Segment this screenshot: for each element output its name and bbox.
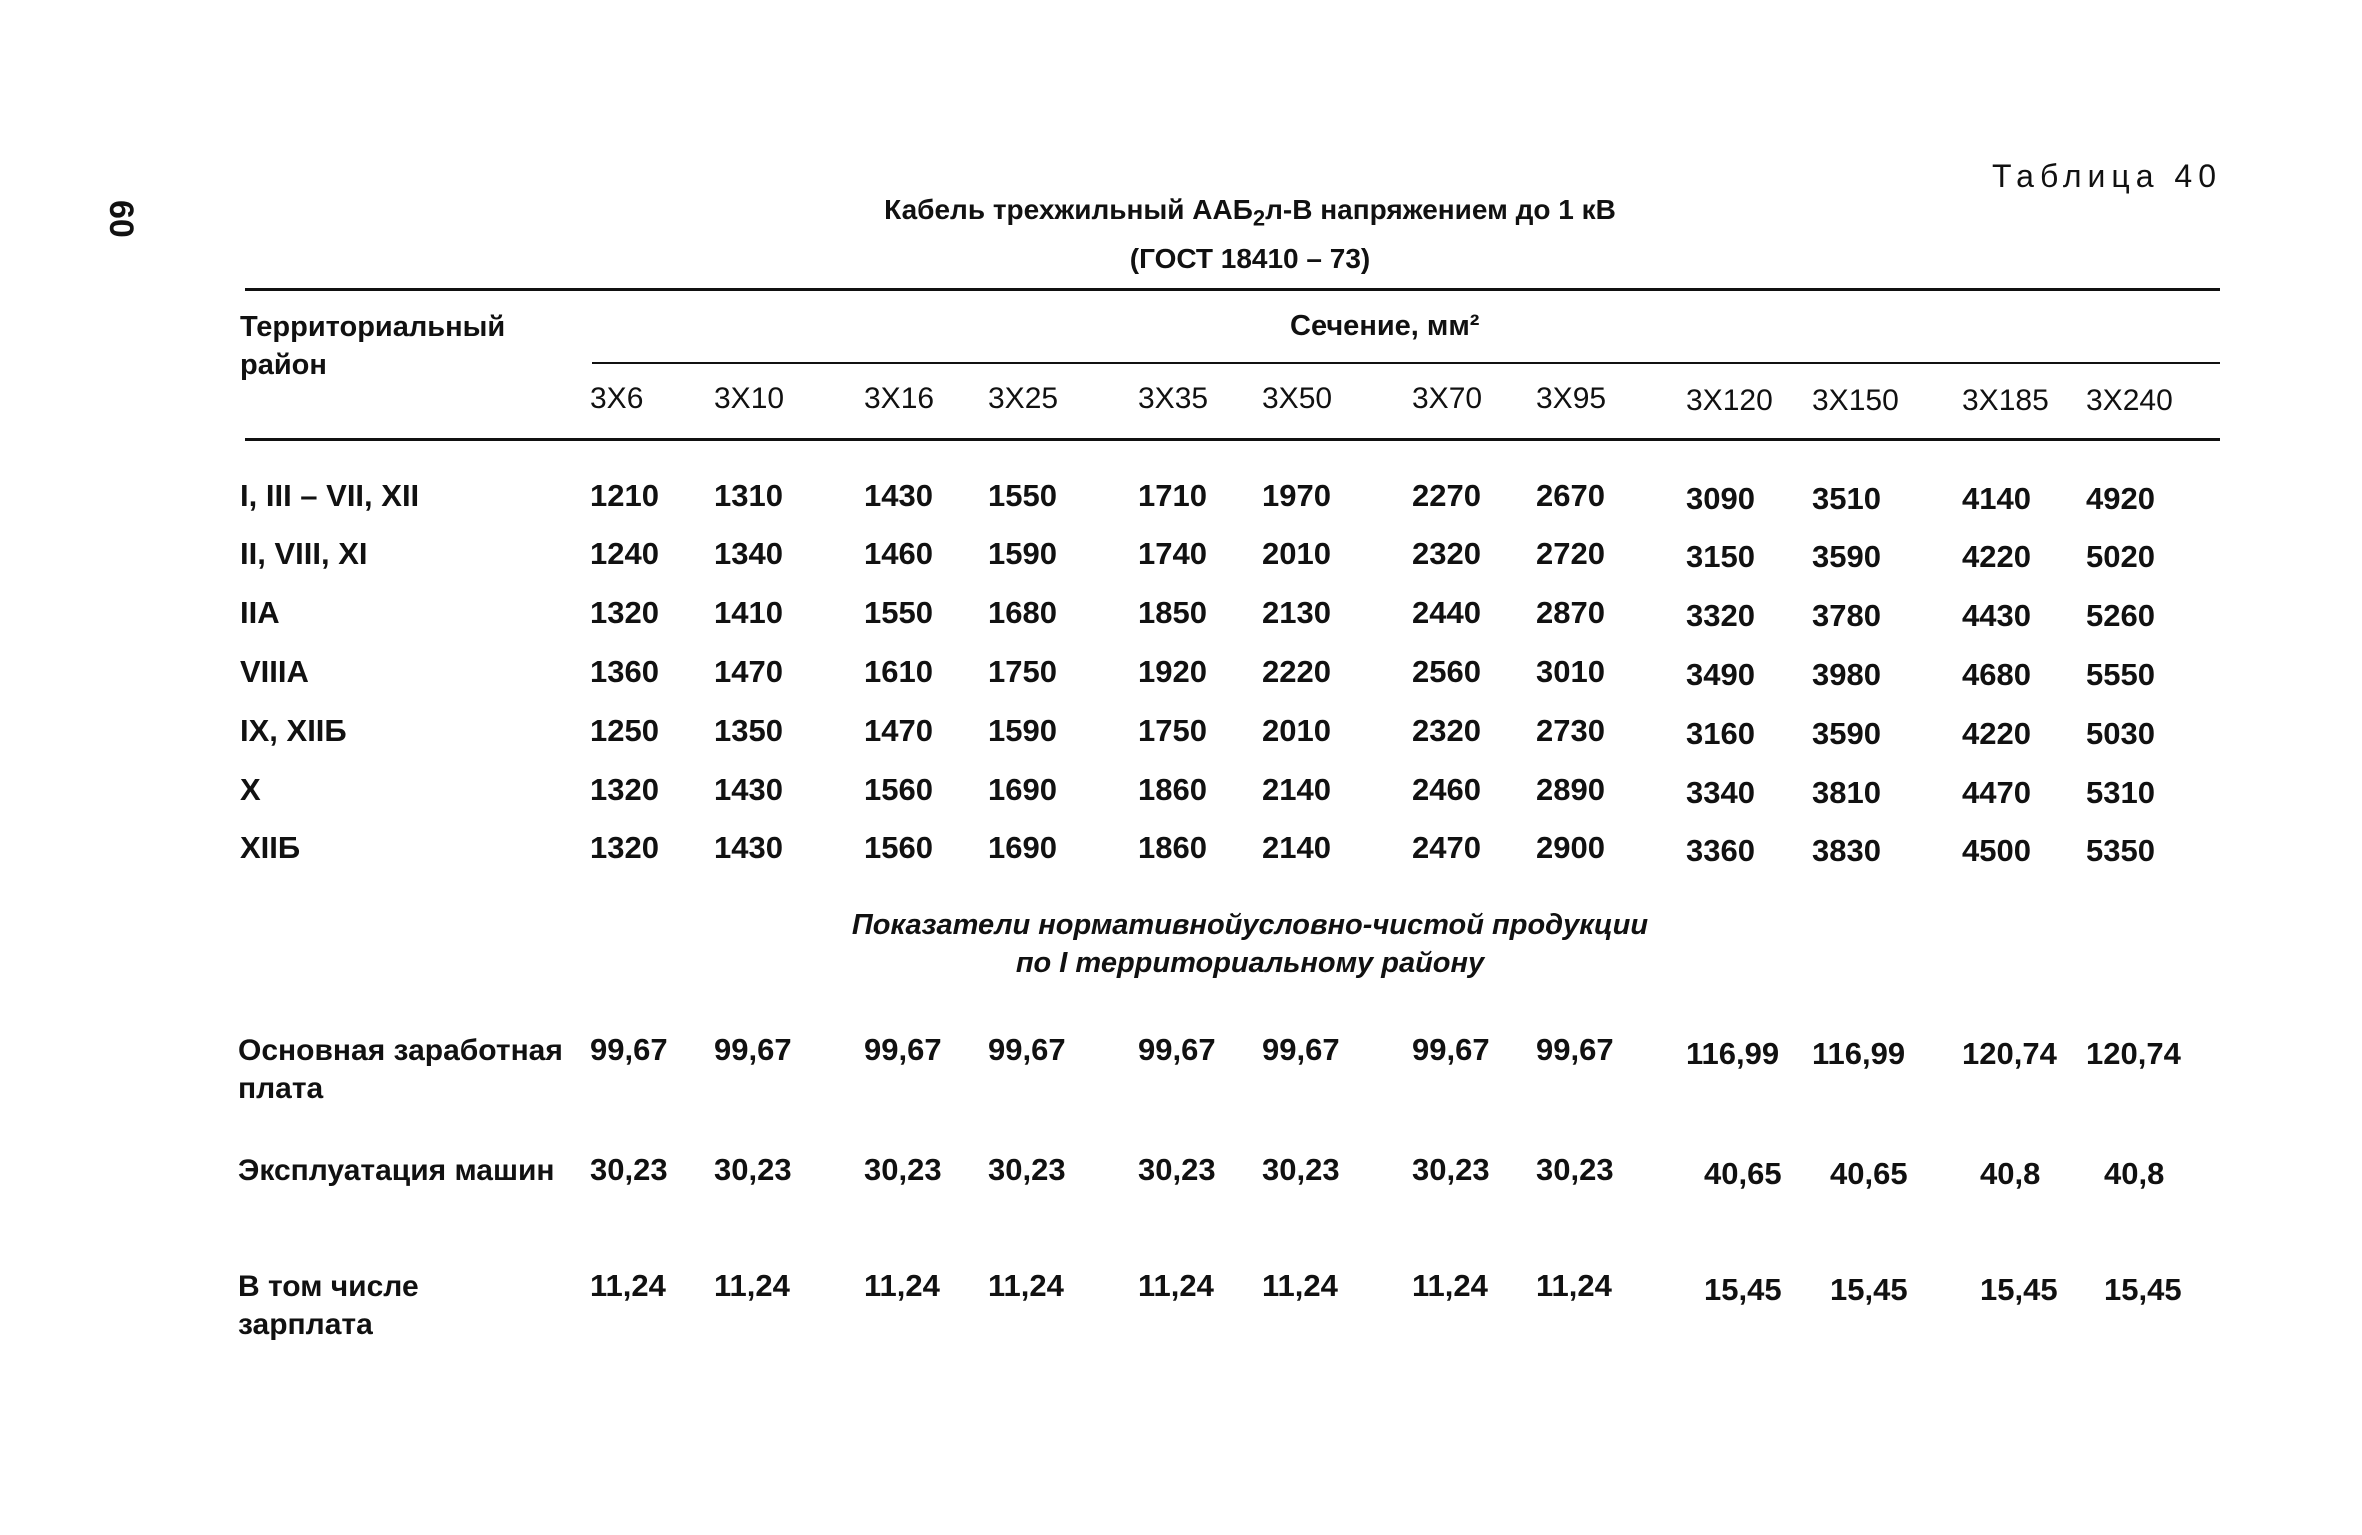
table-cell: 2130 (1262, 595, 1331, 630)
indicator-cell: 99,67 (590, 1032, 668, 1067)
table-cell: 2010 (1262, 536, 1331, 571)
table-cell: 1340 (714, 536, 783, 571)
table-cell: 5550 (2086, 657, 2155, 692)
table-cell: 2890 (1536, 772, 1605, 807)
table-cell: 3090 (1686, 481, 1755, 516)
table-cell: 1460 (864, 536, 933, 571)
indicator-cell: 11,24 (714, 1268, 790, 1303)
indicator-cell: 15,45 (1704, 1272, 1782, 1307)
table-cell: 1350 (714, 713, 783, 748)
column-header: 3Х150 (1812, 384, 1899, 417)
table-cell: 4470 (1962, 775, 2031, 810)
table-cell: 1210 (590, 478, 659, 513)
column-header: 3Х240 (2086, 384, 2173, 417)
table-cell: 3490 (1686, 657, 1755, 692)
table-cell: 4140 (1962, 481, 2031, 516)
table-cell: 2440 (1412, 595, 1481, 630)
table-cell: 2870 (1536, 595, 1605, 630)
indicator-cell: 11,24 (1412, 1268, 1488, 1303)
column-header: 3Х16 (864, 382, 935, 415)
column-header: 3Х185 (1962, 384, 2049, 417)
table-cell: 4430 (1962, 598, 2031, 633)
indicator-cell: 116,99 (1686, 1036, 1780, 1071)
table-cell: 2140 (1262, 772, 1331, 807)
column-header: 3Х25 (988, 382, 1059, 415)
table-cell: 2900 (1536, 830, 1605, 865)
indicator-label: В том числе зарплата (238, 1270, 419, 1341)
table-cell: 1320 (590, 772, 659, 807)
table-cell: 3320 (1686, 598, 1755, 633)
indicator-cell: 99,67 (1262, 1032, 1340, 1067)
indicator-cell: 40,8 (1980, 1156, 2041, 1191)
table-cell: 1550 (864, 595, 933, 630)
table-cell: 1690 (988, 830, 1057, 865)
indicator-label: Эксплуатация машин (238, 1154, 555, 1187)
table-cell: 1970 (1262, 478, 1331, 513)
table-cell: 2470 (1412, 830, 1481, 865)
table-cell: 1430 (714, 772, 783, 807)
section-header: Сечение, мм² (1290, 310, 1480, 342)
column-header: 3Х50 (1262, 382, 1333, 415)
table-cell: 3590 (1812, 716, 1881, 751)
table-cell: 1320 (590, 595, 659, 630)
top-rule (245, 288, 2220, 291)
table-cell: 1680 (988, 595, 1057, 630)
table-cell: 1550 (988, 478, 1057, 513)
indicator-cell: 99,67 (1412, 1032, 1490, 1067)
table-cell: 3160 (1686, 716, 1755, 751)
district-cell: I, III – VII, XII (240, 478, 420, 513)
column-header: 3Х120 (1686, 384, 1773, 417)
table-cell: 1860 (1138, 772, 1207, 807)
indicator-cell: 99,67 (714, 1032, 792, 1067)
indicator-cell: 99,67 (864, 1032, 942, 1067)
column-header: 3Х6 (590, 382, 644, 415)
table-cell: 1430 (714, 830, 783, 865)
district-cell: IX, XIIБ (240, 713, 347, 748)
table-cell: 5030 (2086, 716, 2155, 751)
table-cell: 1710 (1138, 478, 1207, 513)
indicator-cell: 30,23 (864, 1152, 942, 1187)
table-cell: 1740 (1138, 536, 1207, 571)
indicator-cell: 30,23 (1536, 1152, 1614, 1187)
table-cell: 1610 (864, 654, 933, 689)
indicator-cell: 120,74 (2086, 1036, 2181, 1071)
table-cell: 4220 (1962, 539, 2031, 574)
table-cell: 2010 (1262, 713, 1331, 748)
table-cell: 2730 (1536, 713, 1605, 748)
indicator-cell: 120,74 (1962, 1036, 2057, 1071)
indicator-cell: 11,24 (864, 1268, 940, 1303)
table-cell: 3780 (1812, 598, 1881, 633)
indicator-cell: 30,23 (590, 1152, 668, 1187)
table-cell: 3150 (1686, 539, 1755, 574)
indicator-cell: 40,65 (1704, 1156, 1782, 1191)
table-cell: 4500 (1962, 833, 2031, 868)
indicator-cell: 11,24 (1262, 1268, 1338, 1303)
indicator-cell: 30,23 (714, 1152, 792, 1187)
indicator-cell: 15,45 (1980, 1272, 2058, 1307)
table-cell: 2220 (1262, 654, 1331, 689)
header-mid-rule (592, 362, 2220, 364)
table-cell: 2140 (1262, 830, 1331, 865)
table-cell: 5310 (2086, 775, 2155, 810)
indicator-cell: 11,24 (988, 1268, 1064, 1303)
indicator-cell: 116,99 (1812, 1036, 1906, 1071)
district-cell: XIIБ (240, 830, 301, 865)
table-cell: 4920 (2086, 481, 2155, 516)
table-cell: 1560 (864, 772, 933, 807)
indicator-cell: 99,67 (1536, 1032, 1614, 1067)
indicator-cell: 40,8 (2104, 1156, 2165, 1191)
table-cell: 5260 (2086, 598, 2155, 633)
indicator-cell: 11,24 (1138, 1268, 1214, 1303)
table-cell: 1240 (590, 536, 659, 571)
table-cell: 2270 (1412, 478, 1481, 513)
table-cell: 3360 (1686, 833, 1755, 868)
indicator-cell: 11,24 (590, 1268, 666, 1303)
indicator-cell: 15,45 (2104, 1272, 2182, 1307)
table-cell: 2560 (1412, 654, 1481, 689)
table-cell: 1470 (864, 713, 933, 748)
table-cell: 2670 (1536, 478, 1605, 513)
indicator-cell: 30,23 (1412, 1152, 1490, 1187)
table-cell: 5350 (2086, 833, 2155, 868)
indicators-title: Показатели нормативнойусловно-чистой продукции по I территориальному району (851, 909, 1649, 979)
table-cell: 1470 (714, 654, 783, 689)
district-cell: VIIIА (240, 654, 309, 689)
indicator-cell: 99,67 (988, 1032, 1066, 1067)
column-header: 3Х70 (1412, 382, 1483, 415)
indicator-cell: 30,23 (1138, 1152, 1216, 1187)
district-cell: IIА (240, 595, 280, 630)
indicator-cell: 30,23 (988, 1152, 1066, 1187)
table-cell: 1310 (714, 478, 783, 513)
indicator-cell: 30,23 (1262, 1152, 1340, 1187)
table-cell: 3010 (1536, 654, 1605, 689)
table-cell: 5020 (2086, 539, 2155, 574)
table-cell: 1860 (1138, 830, 1207, 865)
table-cell: 1750 (1138, 713, 1207, 748)
indicator-label: Основная заработная плата (238, 1034, 563, 1105)
table-title (600, 190, 1900, 279)
table-cell: 3810 (1812, 775, 1881, 810)
indicator-cell: 15,45 (1830, 1272, 1908, 1307)
district-cell: II, VIII, XI (240, 536, 368, 571)
table-cell: 1690 (988, 772, 1057, 807)
table-cell: 4680 (1962, 657, 2031, 692)
table-cell: 3980 (1812, 657, 1881, 692)
district-header: Территориальный район (240, 311, 506, 381)
table-cell: 1750 (988, 654, 1057, 689)
table-cell: 1430 (864, 478, 933, 513)
table-cell: 2320 (1412, 713, 1481, 748)
table-cell: 1410 (714, 595, 783, 630)
table-cell: 1590 (988, 536, 1057, 571)
table-cell: 1360 (590, 654, 659, 689)
column-header: 3Х35 (1138, 382, 1209, 415)
column-header: 3Х10 (714, 382, 785, 415)
table-cell: 3590 (1812, 539, 1881, 574)
table-cell: 2460 (1412, 772, 1481, 807)
table-cell: 2720 (1536, 536, 1605, 571)
header-bottom-rule (245, 438, 2220, 441)
table-cell: 4220 (1962, 716, 2031, 751)
table-cell: 3510 (1812, 481, 1881, 516)
title-line-2: (ГОСТ 18410 – 73) (1129, 242, 1371, 274)
indicator-cell: 99,67 (1138, 1032, 1216, 1067)
title-line-1: Кабель трехжильный $ААБ_2л-В$ напряжением до 1 кВ (884, 194, 1616, 231)
table-cell: 1590 (988, 713, 1057, 748)
table-cell: 1560 (864, 830, 933, 865)
indicator-cell: 11,24 (1536, 1268, 1612, 1303)
table-cell: 1250 (590, 713, 659, 748)
page-number: 60 (102, 200, 140, 238)
table-cell: 1920 (1138, 654, 1207, 689)
district-cell: Х (240, 772, 261, 807)
table-cell: 1320 (590, 830, 659, 865)
table-cell: 1850 (1138, 595, 1207, 630)
table-label: Таблица 40 (1992, 158, 2222, 194)
indicator-cell: 40,65 (1830, 1156, 1908, 1191)
table-cell: 2320 (1412, 536, 1481, 571)
table-cell: 3830 (1812, 833, 1881, 868)
column-header: 3Х95 (1536, 382, 1607, 415)
table-cell: 3340 (1686, 775, 1755, 810)
